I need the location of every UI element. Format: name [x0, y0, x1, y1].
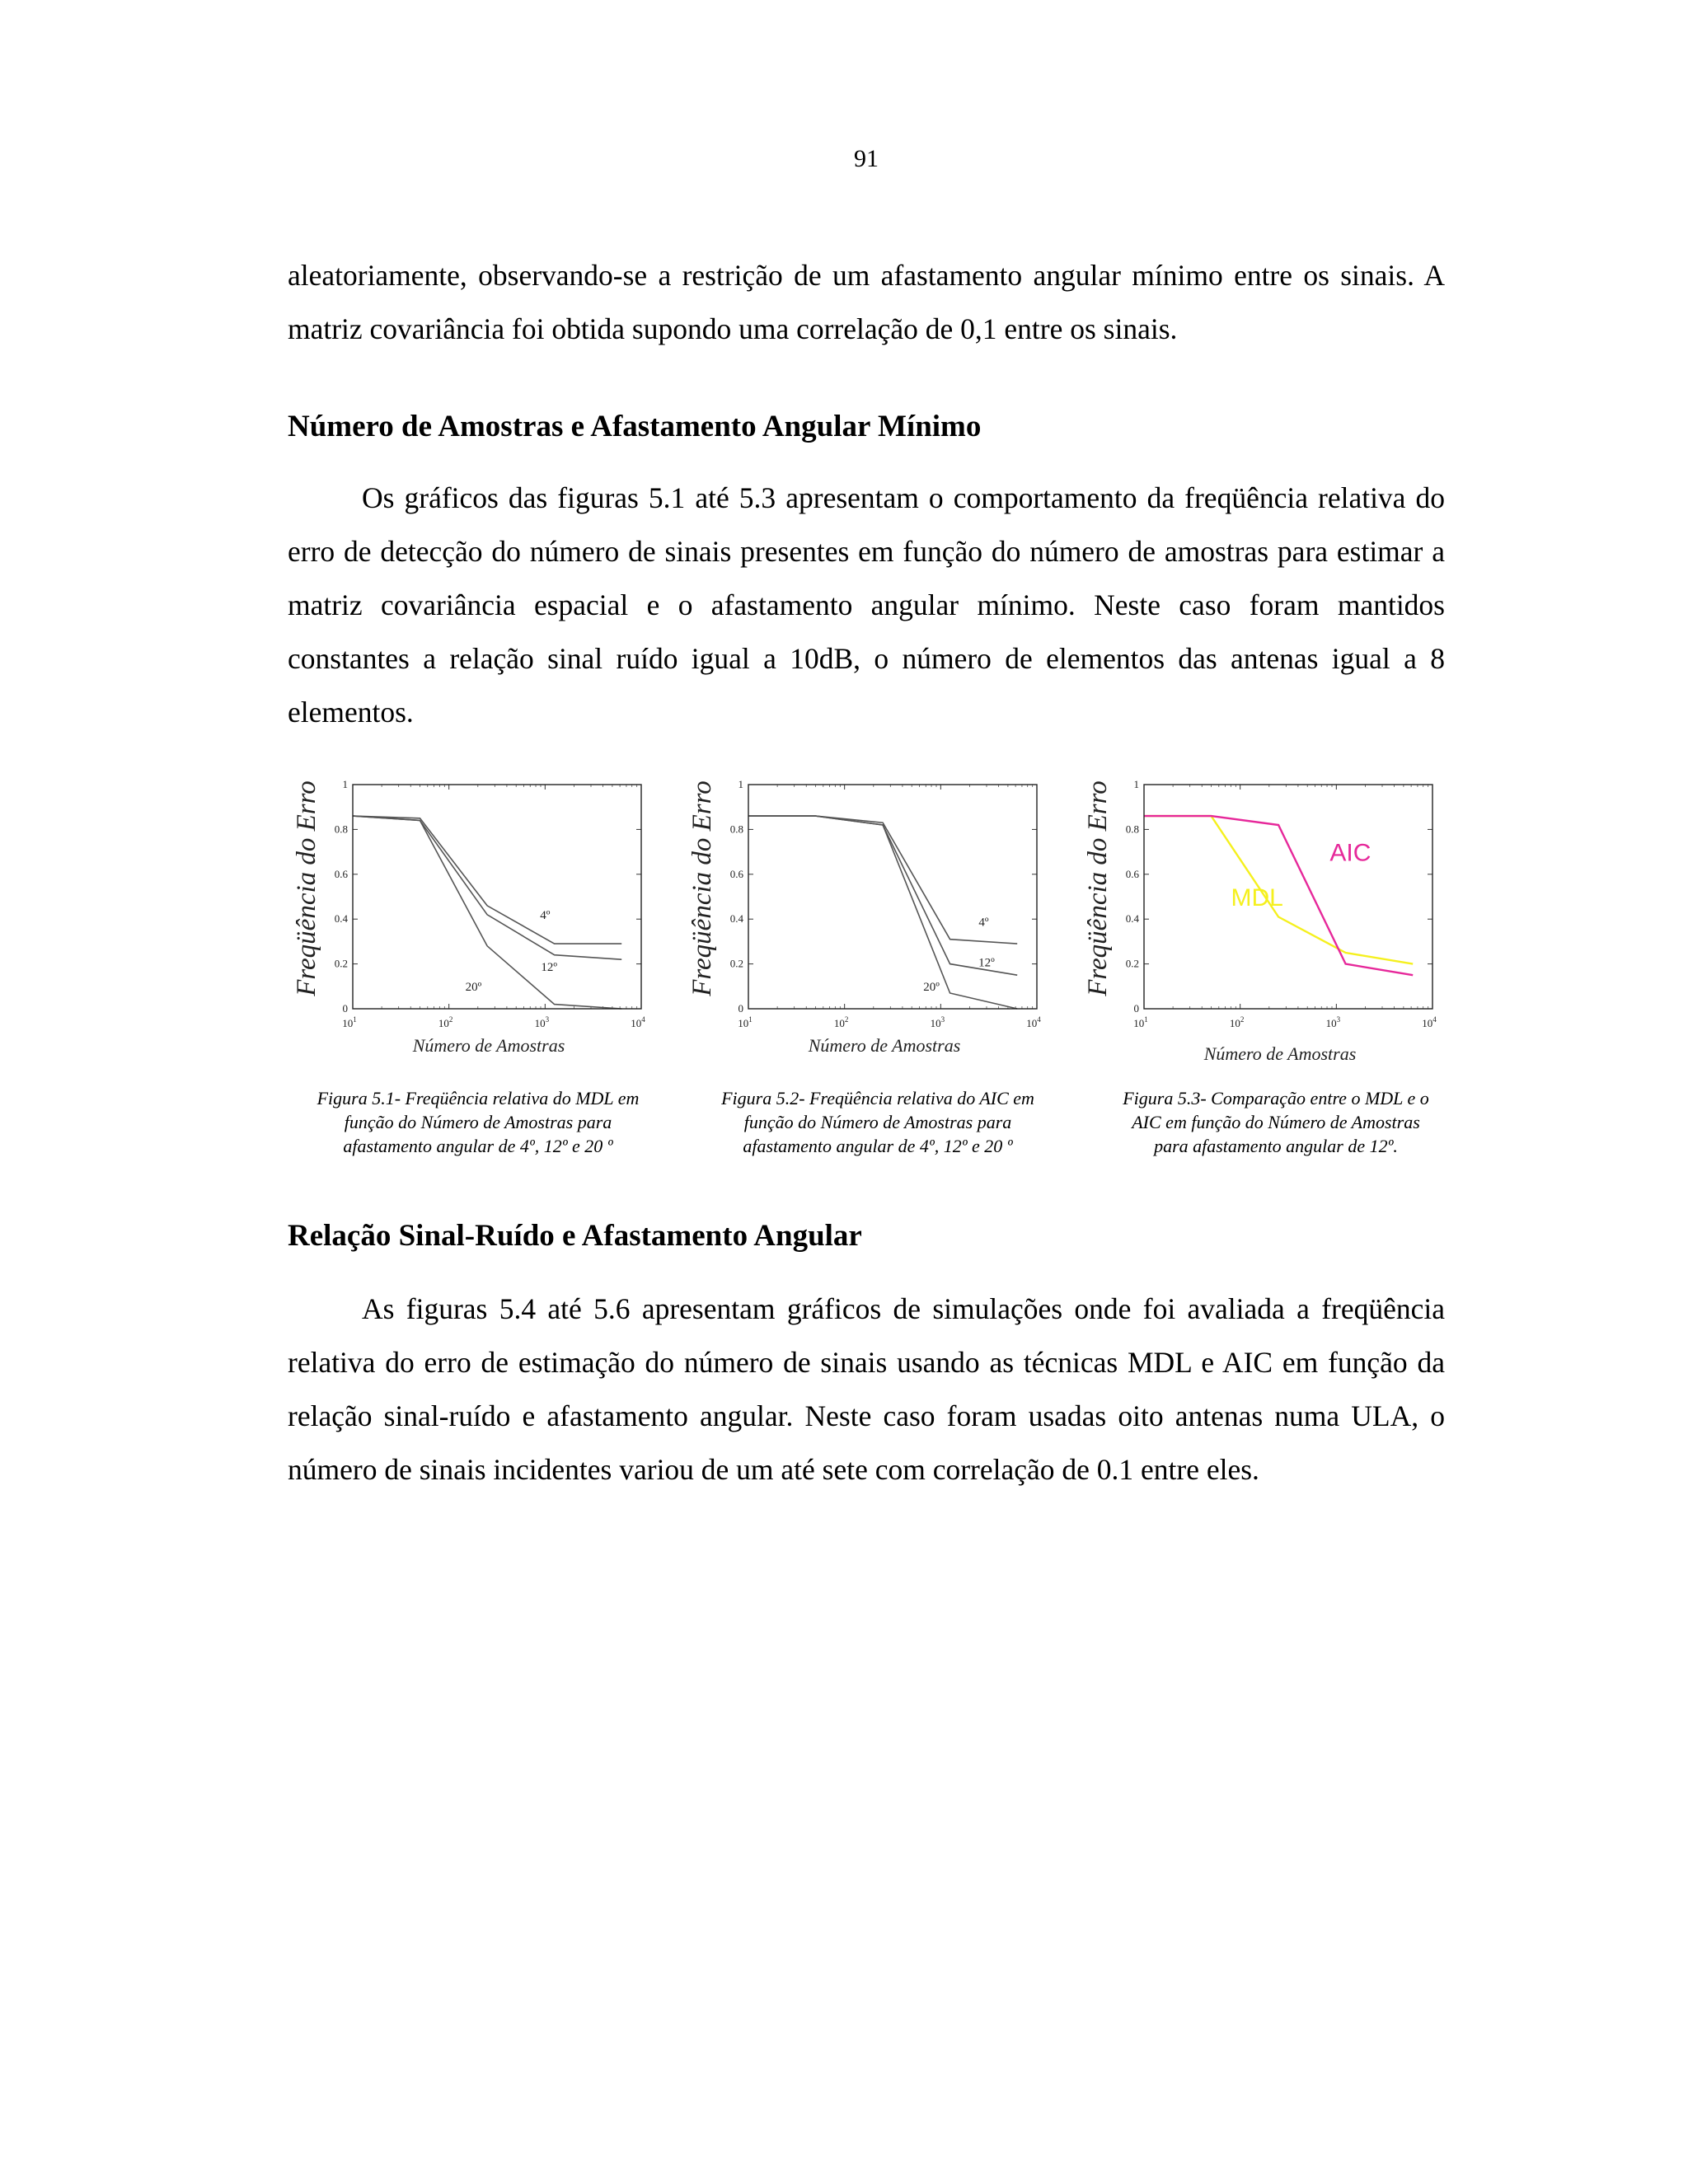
- caption-figure-5-1: [284, 1086, 672, 1158]
- series-label: MDL: [1231, 883, 1283, 912]
- series-line-0: [748, 816, 1017, 944]
- series-line-1: [748, 816, 1017, 975]
- y-tick-label: 1: [1133, 778, 1139, 790]
- x-tick-label: $10^4$: [1422, 1015, 1437, 1029]
- x-tick-label: $10^4$: [631, 1015, 645, 1029]
- series-label: 12º: [978, 956, 995, 970]
- x-tick-label: $10^4$: [1026, 1015, 1041, 1029]
- y-tick-label: 0.6: [1125, 867, 1139, 880]
- caption-line: função do Número de Amostras para: [344, 1112, 612, 1132]
- x-tick-label: $10^3$: [1325, 1015, 1341, 1029]
- y-tick-label: 0.2: [729, 957, 743, 970]
- x-tick-label: $10^1$: [342, 1015, 357, 1029]
- y-tick-label: 1: [342, 778, 348, 790]
- y-tick-label: 0.6: [334, 867, 348, 880]
- paragraph-intro: aleatoriamente, observando-se a restrição de um afastamento angular mínimo entre os sinais. A matriz covariância foi obtida supondo uma correlação de 0,1 entre os sinais.: [288, 259, 1445, 345]
- section-heading-amostras: Número de Amostras e Afastamento Angular Mínimo: [288, 410, 982, 443]
- x-tick-label: $10^2$: [438, 1015, 453, 1029]
- y-tick-label: 0: [738, 1002, 743, 1015]
- paragraph-snr: As figuras 5.4 até 5.6 apresentam gráficos de simulações onde foi avaliada a freqüência relativa do erro de estimação do número de sinais usando as técnicas MDL e AIC em função da relação sinal-ruído e afastamento angular. Neste caso foram usadas oito antenas numa ULA, o número de sinais incidentes variou de um até sete com correlação de 0.1 entre eles.: [288, 1292, 1445, 1486]
- caption-line: função do Número de Amostras para: [743, 1112, 1012, 1132]
- section-heading-snr: Relação Sinal-Ruído e Afastamento Angular: [288, 1219, 862, 1253]
- y-tick-label: 0.8: [1125, 823, 1139, 836]
- y-tick-label: 0.2: [1125, 957, 1139, 970]
- y-tick-label: 0.4: [1125, 912, 1139, 926]
- series-line-1: [353, 816, 621, 959]
- chart-5-2: [686, 775, 1073, 1071]
- paragraph-amostras: Os gráficos das figuras 5.1 até 5.3 apresentam o comportamento da freqüência relativa do erro de detecção do número de sinais presentes em função do número de amostras para estimar a matriz covariância espacial e o afastamento angular mínimo. Neste caso foram mantidos constantes a relação sinal ruído igual a 10dB, o número de elementos das antenas igual a 8 elementos.: [288, 481, 1445, 729]
- x-tick-label: $10^3$: [930, 1015, 945, 1029]
- y-tick-label: 0.8: [334, 823, 348, 836]
- x-axis-title: Número de Amostras: [1203, 1043, 1357, 1064]
- chart-5-1: [290, 775, 678, 1071]
- x-tick-label: $10^2$: [1229, 1015, 1245, 1029]
- caption-figure-5-3: [1082, 1086, 1470, 1158]
- series-label: 12º: [541, 960, 557, 974]
- caption-line: AIC em função do Número de Amostras: [1132, 1112, 1420, 1132]
- x-tick-label: $10^2$: [833, 1015, 849, 1029]
- y-axis-title: Freqüência do Erro: [687, 780, 717, 996]
- plot-frame: [748, 785, 1037, 1009]
- series-label: 20º: [923, 981, 940, 995]
- y-tick-label: 0: [1133, 1002, 1139, 1015]
- x-tick-label: $10^1$: [738, 1015, 753, 1029]
- y-tick-label: 0.4: [334, 912, 348, 926]
- series-label: 4º: [540, 909, 551, 923]
- series-line-0: [353, 816, 621, 944]
- caption-line: afastamento angular de 4º, 12º e 20 º: [343, 1136, 613, 1156]
- series-line-2: [353, 816, 621, 1009]
- page-number: 91: [854, 145, 879, 172]
- y-tick-label: 0.8: [729, 823, 743, 836]
- x-tick-label: $10^3$: [534, 1015, 550, 1029]
- series-label: 4º: [978, 916, 989, 930]
- caption-line: Figura 5.2- Freqüência relativa do AIC em: [721, 1088, 1034, 1108]
- y-tick-label: 0: [342, 1002, 348, 1015]
- y-tick-label: 1: [738, 778, 743, 790]
- series-label: AIC: [1329, 839, 1372, 867]
- chart-5-3: [1081, 775, 1469, 1071]
- y-tick-label: 0.4: [729, 912, 743, 926]
- x-axis-title: Número de Amostras: [808, 1035, 961, 1056]
- y-axis-title: Freqüência do Erro: [1083, 780, 1113, 996]
- caption-line: Figura 5.1- Freqüência relativa do MDL em: [316, 1088, 640, 1108]
- x-axis-title: Número de Amostras: [412, 1035, 565, 1056]
- y-tick-label: 0.6: [729, 867, 743, 880]
- series-line-2: [748, 816, 1017, 1009]
- x-tick-label: $10^1$: [1133, 1015, 1148, 1029]
- caption-line: Figura 5.3- Comparação entre o MDL e o: [1123, 1088, 1429, 1108]
- caption-figure-5-2: [684, 1086, 1071, 1158]
- series-label: 20º: [465, 981, 482, 995]
- y-tick-label: 0.2: [334, 957, 348, 970]
- plot-frame: [1144, 785, 1432, 1009]
- caption-line: afastamento angular de 4º, 12º e 20 º: [743, 1136, 1013, 1156]
- y-axis-title: Freqüência do Erro: [292, 780, 321, 996]
- caption-line: para afastamento angular de 12º.: [1154, 1136, 1398, 1156]
